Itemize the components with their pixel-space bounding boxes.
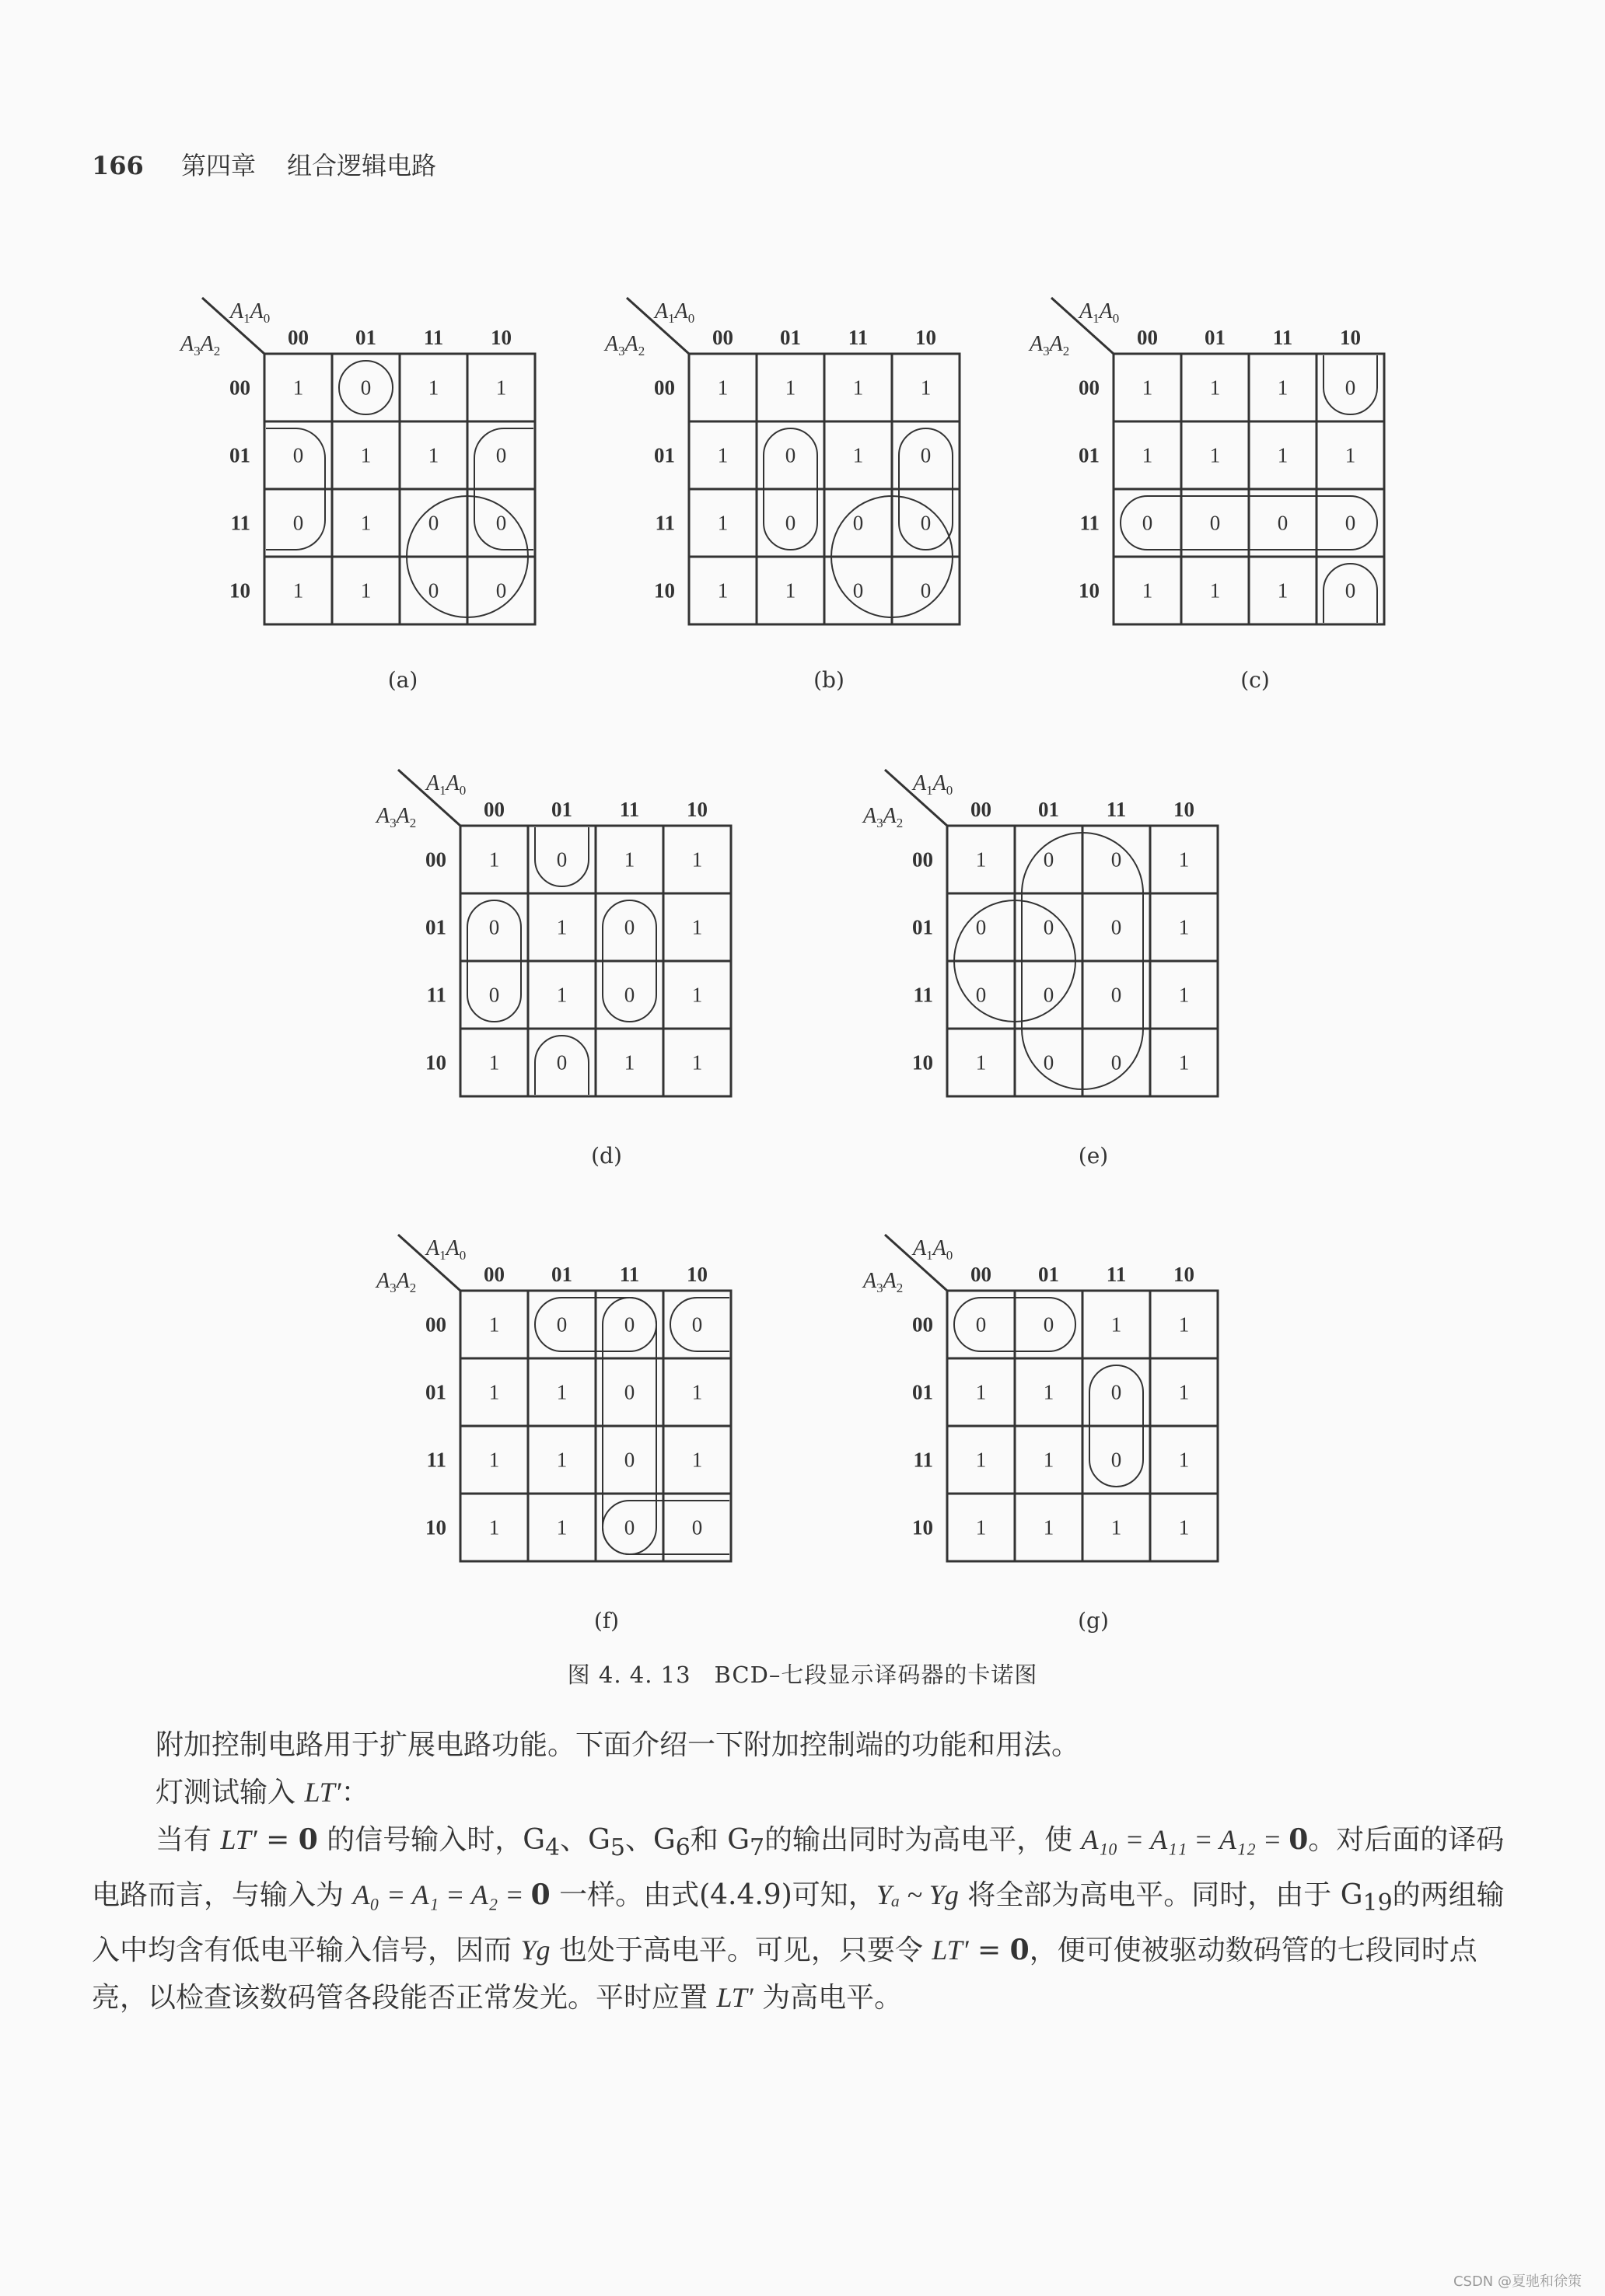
- cell-value: 0: [785, 511, 796, 535]
- cell-value: 1: [556, 915, 568, 939]
- row-label: 10: [912, 1515, 933, 1539]
- cell-value: 1: [975, 1050, 987, 1075]
- row-label: 01: [912, 915, 933, 939]
- cell-value: 1: [488, 1050, 500, 1075]
- cell-value: 1: [691, 1380, 703, 1404]
- karnaugh-map-d: [376, 771, 731, 1096]
- cell-value: 1: [785, 376, 796, 400]
- col-label: 10: [915, 326, 936, 349]
- row-label: 01: [229, 443, 250, 467]
- page-header: [92, 146, 436, 182]
- cell-value: 1: [488, 1515, 500, 1539]
- col-label: 00: [970, 1263, 991, 1286]
- paragraph-1: 附加控制电路用于扩展电路功能。下面介绍一下附加控制端的功能和用法。: [156, 1729, 1080, 1761]
- row-label: 10: [654, 578, 675, 603]
- page-number: 166: [92, 151, 144, 180]
- row-variables-label: $A_3A_2$: [863, 804, 904, 830]
- cell-value: 0: [495, 578, 507, 603]
- cell-value: 0: [1110, 1448, 1122, 1472]
- cell-value: 1: [1178, 1312, 1190, 1337]
- cell-value: 1: [1178, 1448, 1190, 1472]
- cell-value: 1: [1142, 443, 1153, 467]
- cell-value: 0: [624, 1515, 635, 1539]
- cell-value: 0: [556, 847, 568, 872]
- row-label: 11: [230, 511, 250, 535]
- row-label: 00: [912, 1312, 933, 1337]
- cell-value: 1: [428, 376, 439, 400]
- cell-value: 0: [975, 1312, 987, 1337]
- col-label: 10: [687, 798, 708, 821]
- row-variables-label: $A_3A_2$: [180, 332, 221, 358]
- cell-value: 1: [717, 511, 729, 535]
- cell-value: 0: [1110, 983, 1122, 1007]
- col-label: 01: [1205, 326, 1226, 349]
- row-label: 10: [912, 1050, 933, 1075]
- cell-value: 1: [1178, 847, 1190, 872]
- col-label: 10: [1340, 326, 1361, 349]
- karnaugh-map-g: [863, 1236, 1218, 1561]
- col-variables-label: $A_1A_0$: [230, 299, 271, 326]
- caption-b: (b): [813, 667, 844, 693]
- row-label: 01: [425, 915, 446, 939]
- col-label: 01: [551, 798, 572, 821]
- cell-value: 0: [1110, 1050, 1122, 1075]
- cell-value: 0: [1043, 915, 1054, 939]
- row-label: 11: [913, 983, 933, 1007]
- cell-value: 1: [624, 1050, 635, 1075]
- cell-value: 1: [852, 443, 864, 467]
- cell-value: 0: [920, 443, 932, 467]
- cell-value: 0: [495, 511, 507, 535]
- cell-value: 1: [975, 1515, 987, 1539]
- figure-caption: 图 4. 4. 13 BCD–七段显示译码器的卡诺图: [567, 1662, 1038, 1688]
- cell-value: 0: [556, 1050, 568, 1075]
- row-variables-label: $A_3A_2$: [376, 804, 417, 830]
- cell-value: 0: [1043, 1312, 1054, 1337]
- col-label: 10: [491, 326, 512, 349]
- cell-value: 0: [495, 443, 507, 467]
- col-label: 11: [619, 798, 640, 821]
- row-variables-label: $A_3A_2$: [605, 332, 645, 358]
- row-label: 10: [1079, 578, 1100, 603]
- watermark: CSDN @夏驰和徐策: [1453, 2273, 1582, 2290]
- cell-value: 1: [717, 443, 729, 467]
- cell-value: 1: [428, 443, 439, 467]
- cell-value: 0: [1344, 578, 1356, 603]
- col-label: 01: [551, 1263, 572, 1286]
- cell-value: 1: [360, 578, 372, 603]
- caption-d: (d): [591, 1143, 622, 1169]
- col-variables-label: $A_1A_0$: [913, 1236, 953, 1263]
- cell-value: 1: [1178, 1515, 1190, 1539]
- body-text: [92, 1722, 1523, 2022]
- row-label: 11: [426, 983, 446, 1007]
- col-variables-label: $A_1A_0$: [426, 771, 467, 798]
- col-label: 01: [780, 326, 801, 349]
- caption-c: (c): [1240, 667, 1270, 693]
- cell-value: 0: [292, 511, 304, 535]
- row-label: 10: [425, 1515, 446, 1539]
- row-label: 00: [912, 847, 933, 872]
- cell-value: 1: [691, 1448, 703, 1472]
- karnaugh-map-f: [376, 1236, 731, 1561]
- cell-value: 0: [852, 511, 864, 535]
- row-label: 01: [425, 1380, 446, 1404]
- cell-value: 1: [292, 376, 304, 400]
- cell-value: 1: [556, 1515, 568, 1539]
- row-label: 11: [913, 1448, 933, 1472]
- col-label: 00: [484, 1263, 505, 1286]
- cell-value: 0: [975, 983, 987, 1007]
- cell-value: 1: [360, 511, 372, 535]
- cell-value: 0: [920, 511, 932, 535]
- cell-value: 1: [1178, 915, 1190, 939]
- col-label: 01: [1038, 1263, 1059, 1286]
- cell-value: 1: [1178, 983, 1190, 1007]
- col-label: 11: [1106, 798, 1127, 821]
- cell-value: 1: [691, 847, 703, 872]
- cell-value: 1: [975, 847, 987, 872]
- karnaugh-map-c: [1030, 299, 1384, 624]
- cell-value: 0: [556, 1312, 568, 1337]
- col-variables-label: $A_1A_0$: [1079, 299, 1120, 326]
- cell-value: 1: [1178, 1050, 1190, 1075]
- cell-value: 1: [975, 1380, 987, 1404]
- cell-value: 0: [292, 443, 304, 467]
- karnaugh-map-a: [180, 299, 535, 624]
- cell-value: 0: [1110, 847, 1122, 872]
- cell-value: 1: [691, 983, 703, 1007]
- col-label: 00: [970, 798, 991, 821]
- col-label: 11: [1272, 326, 1293, 349]
- row-label: 01: [1079, 443, 1100, 467]
- caption-f: (f): [593, 1608, 620, 1634]
- col-variables-label: $A_1A_0$: [655, 299, 695, 326]
- col-label: 01: [355, 326, 376, 349]
- col-variables-label: $A_1A_0$: [913, 771, 953, 798]
- paragraph-2: 灯测试输入 LT′：: [156, 1777, 369, 1808]
- cell-value: 1: [495, 376, 507, 400]
- row-label: 10: [229, 578, 250, 603]
- cell-value: 0: [1043, 847, 1054, 872]
- karnaugh-map-e: [863, 771, 1218, 1096]
- cell-value: 1: [1142, 376, 1153, 400]
- cell-value: 0: [1043, 1050, 1054, 1075]
- row-label: 10: [425, 1050, 446, 1075]
- cell-value: 0: [975, 915, 987, 939]
- cell-value: 1: [624, 847, 635, 872]
- cell-value: 1: [292, 578, 304, 603]
- cell-value: 1: [785, 578, 796, 603]
- cell-value: 1: [488, 847, 500, 872]
- cell-value: 0: [624, 915, 635, 939]
- chapter-title: 组合逻辑电路: [287, 151, 437, 180]
- cell-value: 1: [360, 443, 372, 467]
- col-label: 00: [288, 326, 309, 349]
- col-label: 11: [848, 326, 869, 349]
- cell-value: 0: [428, 578, 439, 603]
- cell-value: 1: [1209, 376, 1221, 400]
- cell-value: 1: [488, 1448, 500, 1472]
- cell-value: 0: [691, 1312, 703, 1337]
- row-label: 11: [1079, 511, 1100, 535]
- cell-value: 1: [1277, 578, 1289, 603]
- cell-value: 1: [1043, 1515, 1054, 1539]
- cell-value: 0: [1043, 983, 1054, 1007]
- cell-value: 0: [488, 915, 500, 939]
- cell-value: 1: [1277, 443, 1289, 467]
- col-label: 10: [1173, 798, 1194, 821]
- caption-g: (g): [1078, 1608, 1109, 1634]
- row-variables-label: $A_3A_2$: [1030, 332, 1070, 358]
- cell-value: 1: [556, 1448, 568, 1472]
- col-label: 00: [484, 798, 505, 821]
- cell-value: 1: [920, 376, 932, 400]
- cell-value: 1: [1209, 578, 1221, 603]
- cell-value: 0: [691, 1515, 703, 1539]
- group-loop: [603, 1501, 729, 1554]
- col-label: 10: [1173, 1263, 1194, 1286]
- cell-value: 1: [717, 578, 729, 603]
- cell-value: 0: [624, 1312, 635, 1337]
- cell-value: 1: [1043, 1380, 1054, 1404]
- row-label: 00: [229, 376, 250, 400]
- cell-value: 1: [691, 915, 703, 939]
- col-label: 01: [1038, 798, 1059, 821]
- cell-value: 1: [1277, 376, 1289, 400]
- row-label: 00: [654, 376, 675, 400]
- col-label: 11: [619, 1263, 640, 1286]
- cell-value: 1: [852, 376, 864, 400]
- karnaugh-map-b: [605, 299, 960, 624]
- cell-value: 1: [1178, 1380, 1190, 1404]
- col-label: 00: [712, 326, 733, 349]
- cell-value: 0: [624, 983, 635, 1007]
- cell-value: 0: [624, 1380, 635, 1404]
- row-variables-label: $A_3A_2$: [376, 1269, 417, 1295]
- cell-value: 0: [488, 983, 500, 1007]
- col-label: 10: [687, 1263, 708, 1286]
- cell-value: 1: [975, 1448, 987, 1472]
- cell-value: 1: [556, 1380, 568, 1404]
- cell-value: 0: [624, 1448, 635, 1472]
- cell-value: 1: [1110, 1515, 1122, 1539]
- row-label: 01: [654, 443, 675, 467]
- cell-value: 0: [1209, 511, 1221, 535]
- cell-value: 1: [1110, 1312, 1122, 1337]
- caption-e: (e): [1078, 1143, 1109, 1169]
- cell-value: 1: [1209, 443, 1221, 467]
- cell-value: 1: [1142, 578, 1153, 603]
- row-label: 11: [426, 1448, 446, 1472]
- cell-value: 0: [1110, 1380, 1122, 1404]
- cell-value: 0: [1344, 511, 1356, 535]
- cell-value: 0: [1277, 511, 1289, 535]
- cell-value: 1: [1043, 1448, 1054, 1472]
- col-variables-label: $A_1A_0$: [426, 1236, 467, 1263]
- cell-value: 0: [1344, 376, 1356, 400]
- cell-value: 0: [852, 578, 864, 603]
- cell-value: 0: [1142, 511, 1153, 535]
- col-label: 11: [423, 326, 444, 349]
- row-label: 11: [655, 511, 675, 535]
- cell-value: 1: [717, 376, 729, 400]
- cell-value: 0: [920, 578, 932, 603]
- row-label: 00: [1079, 376, 1100, 400]
- cell-value: 1: [488, 1380, 500, 1404]
- col-label: 11: [1106, 1263, 1127, 1286]
- caption-a: (a): [387, 667, 418, 693]
- cell-value: 1: [556, 983, 568, 1007]
- row-label: 01: [912, 1380, 933, 1404]
- cell-value: 1: [488, 1312, 500, 1337]
- chapter-label: 第四章: [180, 151, 256, 180]
- cell-value: 0: [428, 511, 439, 535]
- row-label: 00: [425, 1312, 446, 1337]
- row-label: 00: [425, 847, 446, 872]
- cell-value: 0: [1110, 915, 1122, 939]
- cell-value: 1: [691, 1050, 703, 1075]
- col-label: 00: [1137, 326, 1158, 349]
- row-variables-label: $A_3A_2$: [863, 1269, 904, 1295]
- cell-value: 0: [785, 443, 796, 467]
- paragraph-3: 当有 LT′ = 0 的信号输入时，$G_4$、$G_5$、$G_6$和 $G_7$的输出同时为高电平，使 A₁₀ = A₁₁ = A₁₂ = 0。对后面的译码电路而言，与输入为 A₀ = A₁ = A₂ = 0 一样。由式(4.4.9)可知，Yₐ ~ Yg 将全部为高电平。同时，由于 $G_{19}$的两组输入中均含有低电平输入信号，因而 Yg 也处于高电平。可见，只要令 LT′ = 0，便可使被驱动数码管的七段同时点亮，以检查该数码管各段能否正常发光。平时应置 LT′ 为高电平。: [92, 1823, 1505, 2015]
- cell-value: 0: [360, 376, 372, 400]
- cell-value: 1: [1344, 443, 1356, 467]
